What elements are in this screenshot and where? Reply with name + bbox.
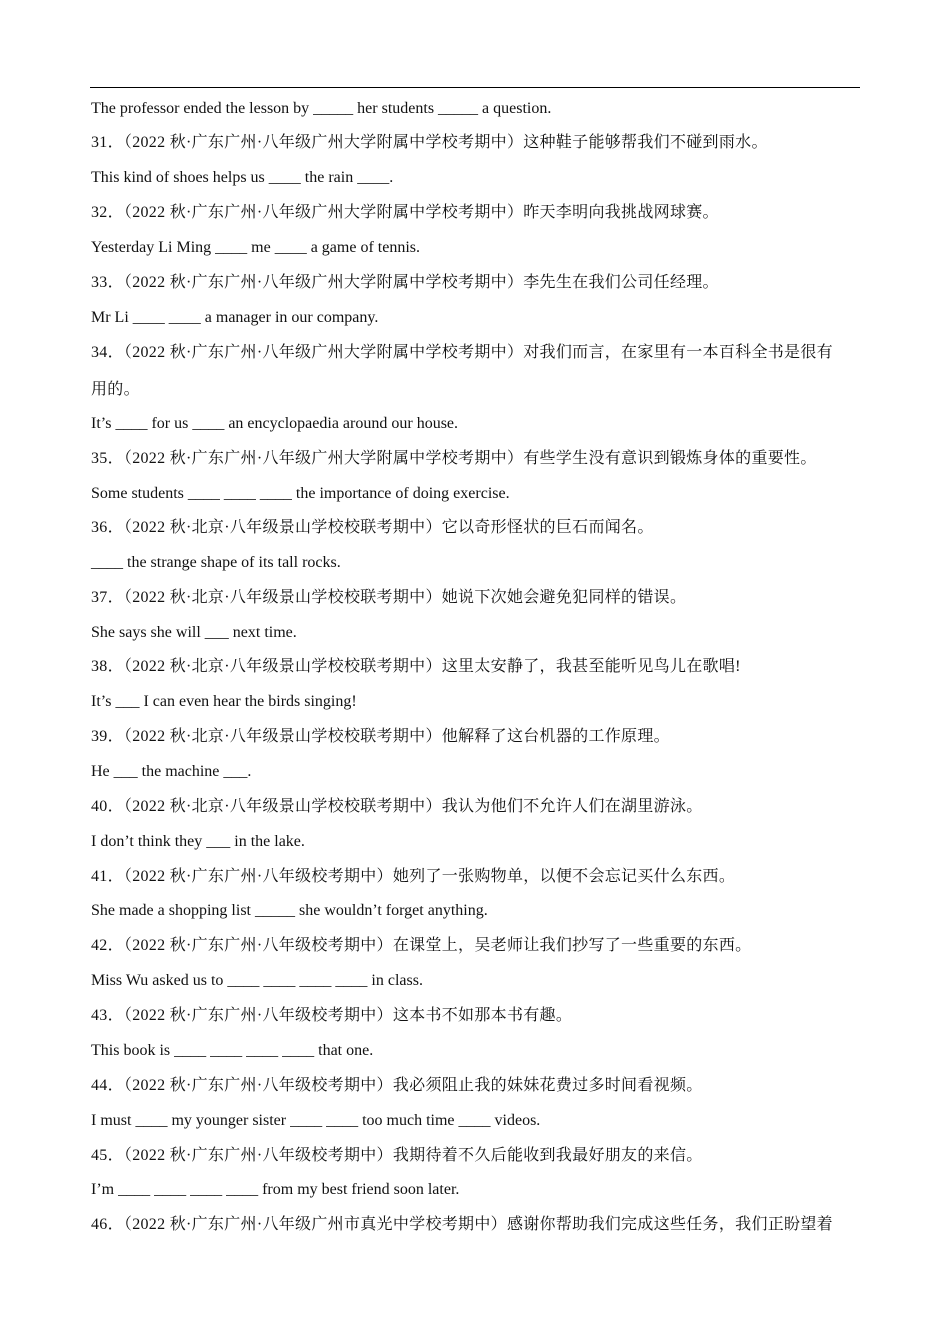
question-prompt: 37．（2022 秋·北京·八年级景山学校校联考期中）她说下次她会避免犯同样的错误。 — [91, 589, 687, 606]
answer-sentence: ____ the strange shape of its tall rocks. — [91, 554, 341, 571]
question-prompt: 39．（2022 秋·北京·八年级景山学校校联考期中）他解释了这台机器的工作原理。 — [91, 728, 670, 745]
question-prompt: 36．（2022 秋·北京·八年级景山学校校联考期中）它以奇形怪状的巨石而闻名。 — [91, 519, 654, 536]
answer-sentence: I’m ____ ____ ____ ____ from my best friend soon later. — [91, 1181, 460, 1198]
answer-sentence: He ___ the machine ___. — [91, 763, 252, 780]
header-rule — [90, 87, 860, 88]
answer-sentence: Yesterday Li Ming ____ me ____ a game of tennis. — [91, 239, 420, 256]
answer-sentence: Some students ____ ____ ____ the importance of doing exercise. — [91, 485, 510, 502]
answer-sentence: She says she will ___ next time. — [91, 624, 297, 641]
question-prompt: 34．（2022 秋·广东广州·八年级广州大学附属中学校考期中）对我们而言，在家里有一本百科全书是很有 — [91, 344, 833, 361]
answer-sentence: I must ____ my younger sister ____ ____ too much time ____ videos. — [91, 1112, 541, 1129]
question-prompt: 43．（2022 秋·广东广州·八年级校考期中）这本书不如那本书有趣。 — [91, 1007, 573, 1024]
question-prompt: 35．（2022 秋·广东广州·八年级广州大学附属中学校考期中）有些学生没有意识到锻炼身体的重要性。 — [91, 450, 817, 467]
question-prompt: 46．（2022 秋·广东广州·八年级广州市真光中学校考期中）感谢你帮助我们完成这些任务，我们正盼望着 — [91, 1216, 833, 1233]
question-prompt: 用的。 — [91, 381, 140, 398]
question-prompt: 44．（2022 秋·广东广州·八年级校考期中）我必须阻止我的妹妹花费过多时间看视频。 — [91, 1077, 703, 1094]
question-prompt: 40．（2022 秋·北京·八年级景山学校校联考期中）我认为他们不允许人们在湖里游泳。 — [91, 798, 703, 815]
answer-sentence: Mr Li ____ ____ a manager in our company. — [91, 309, 379, 326]
question-prompt: 41．（2022 秋·广东广州·八年级校考期中）她列了一张购物单，以便不会忘记买什么东西。 — [91, 868, 736, 885]
answer-sentence: The professor ended the lesson by _____ her students _____ a question. — [91, 100, 552, 117]
answer-sentence: This kind of shoes helps us ____ the rain ____. — [91, 169, 394, 186]
question-prompt: 42．（2022 秋·广东广州·八年级校考期中）在课堂上，吴老师让我们抄写了一些重要的东西。 — [91, 937, 752, 954]
answer-sentence: It’s ___ I can even hear the birds singing! — [91, 693, 357, 710]
question-prompt: 45．（2022 秋·广东广州·八年级校考期中）我期待着不久后能收到我最好朋友的来信。 — [91, 1147, 703, 1164]
answer-sentence: Miss Wu asked us to ____ ____ ____ ____ in class. — [91, 972, 423, 989]
answer-sentence: This book is ____ ____ ____ ____ that one. — [91, 1042, 374, 1059]
question-prompt: 31．（2022 秋·广东广州·八年级广州大学附属中学校考期中）这种鞋子能够帮我们不碰到雨水。 — [91, 134, 768, 151]
answer-sentence: It’s ____ for us ____ an encyclopaedia around our house. — [91, 415, 459, 432]
question-prompt: 38．（2022 秋·北京·八年级景山学校校联考期中）这里太安静了，我甚至能听见鸟儿在歌唱! — [91, 658, 741, 675]
answer-sentence: I don’t think they ___ in the lake. — [91, 833, 305, 850]
question-prompt: 32．（2022 秋·广东广州·八年级广州大学附属中学校考期中）昨天李明向我挑战网球赛。 — [91, 204, 719, 221]
question-prompt: 33．（2022 秋·广东广州·八年级广州大学附属中学校考期中）李先生在我们公司任经理。 — [91, 274, 719, 291]
answer-sentence: She made a shopping list _____ she wouldn’t forget anything. — [91, 902, 488, 919]
